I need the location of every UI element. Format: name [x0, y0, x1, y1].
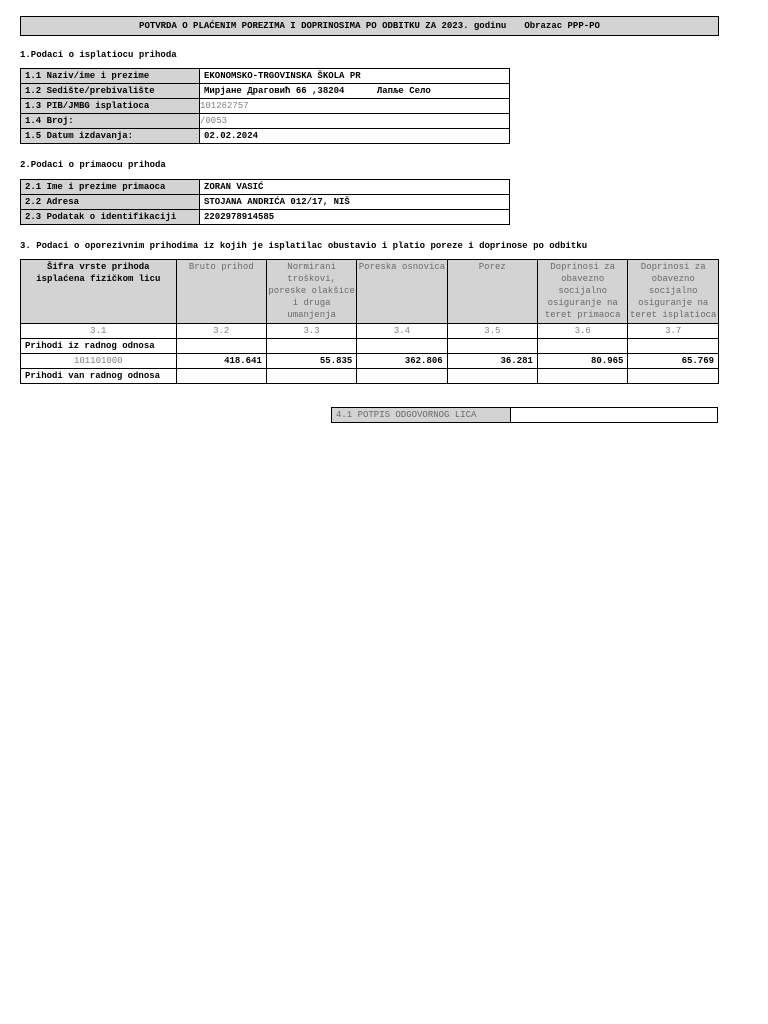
recipient-row — [21, 180, 510, 195]
payer-row — [21, 99, 510, 114]
group-row-employment — [21, 339, 719, 354]
payer-section-title: 1.Podaci o isplatiocu prihoda — [20, 50, 177, 60]
index-row — [21, 324, 719, 339]
income-header-row — [21, 260, 719, 324]
recipient-section-title: 2.Podaci o primaocu prihoda — [20, 160, 166, 170]
empty-cell — [447, 339, 537, 354]
group-label-non-employment: Prihodi van radnog odnosa — [21, 369, 177, 384]
index-cell: 3.2 — [176, 324, 266, 339]
payer-address-value: Мирјане Драговић 66 ,38204 Лапље Село — [200, 84, 510, 99]
empty-cell — [266, 369, 356, 384]
header-standard-costs: Normirani troškovi, poreske olakšice i druga umanjenja — [266, 260, 356, 324]
payer-address-label: 1.2 Sedište/prebivalište — [21, 84, 200, 99]
payer-row — [21, 129, 510, 144]
form-code: Obrazac PPP-PO — [524, 21, 600, 31]
header-contrib-recipient: Doprinosi za obavezno socijalno osiguranje na teret primaoca — [537, 260, 628, 324]
header-tax: Porez — [447, 260, 537, 324]
index-cell: 3.5 — [447, 324, 537, 339]
index-cell: 3.3 — [266, 324, 356, 339]
document-title-bar — [20, 16, 719, 36]
header-tax-base: Poreska osnovica — [357, 260, 447, 324]
payer-pib-label: 1.3 PIB/JMBG isplatioca — [21, 99, 200, 114]
gross-income-cell: 418.641 — [176, 354, 266, 369]
payer-name-label: 1.1 Naziv/ime i prezime — [21, 69, 200, 84]
index-cell: 3.6 — [537, 324, 628, 339]
income-table — [20, 259, 719, 384]
recipient-address-value: STOJANA ANDRIĆA 012/17, NIŠ — [200, 195, 510, 210]
recipient-row — [21, 195, 510, 210]
document-title: POTVRDA O PLAĆENIM POREZIMA I DOPRINOSIMA PO ODBITKU ZA 2023. godinu — [139, 21, 507, 31]
signature-row — [332, 408, 718, 423]
payer-pib-value: 101262757 — [200, 99, 510, 114]
issue-date-value: 02.02.2024 — [200, 129, 510, 144]
recipient-name-value: ZORAN VASIĆ — [200, 180, 510, 195]
index-cell: 3.1 — [21, 324, 177, 339]
payer-row — [21, 114, 510, 129]
index-cell: 3.4 — [357, 324, 447, 339]
group-label-employment: Prihodi iz radnog odnosa — [21, 339, 177, 354]
standard-costs-cell: 55.835 — [266, 354, 356, 369]
signature-field — [511, 408, 718, 423]
group-row-non-employment — [21, 369, 719, 384]
payer-table — [20, 68, 510, 144]
empty-cell — [628, 339, 719, 354]
empty-cell — [537, 339, 628, 354]
recipient-table — [20, 179, 510, 225]
payer-number-label: 1.4 Broj: — [21, 114, 200, 129]
index-cell: 3.7 — [628, 324, 719, 339]
recipient-id-label: 2.3 Podatak o identifikaciji — [21, 210, 200, 225]
issue-date-label: 1.5 Datum izdavanja: — [21, 129, 200, 144]
recipient-id-value: 2202978914585 — [200, 210, 510, 225]
header-gross-income: Bruto prihod — [176, 260, 266, 324]
tax-base-cell: 362.806 — [357, 354, 447, 369]
header-contrib-payer: Doprinosi za obavezno socijalno osiguranje na teret isplatioca — [628, 260, 719, 324]
empty-cell — [628, 369, 719, 384]
recipient-address-label: 2.2 Adresa — [21, 195, 200, 210]
payer-row — [21, 69, 510, 84]
recipient-name-label: 2.1 Ime i prezime primaoca — [21, 180, 200, 195]
tax-cell: 36.281 — [447, 354, 537, 369]
table-row — [21, 354, 719, 369]
empty-cell — [357, 339, 447, 354]
header-income-code: Šifra vrste prihoda isplaćena fizičkom licu — [21, 260, 177, 324]
empty-cell — [537, 369, 628, 384]
empty-cell — [447, 369, 537, 384]
recipient-row — [21, 210, 510, 225]
empty-cell — [176, 369, 266, 384]
payer-number-value: /0053 — [200, 114, 510, 129]
empty-cell — [357, 369, 447, 384]
contrib-payer-cell: 65.769 — [628, 354, 719, 369]
signature-label: 4.1 POTPIS ODGOVORNOG LICA — [332, 408, 511, 423]
income-code-cell: 101101000 — [21, 354, 177, 369]
payer-row — [21, 84, 510, 99]
contrib-recipient-cell: 80.965 — [537, 354, 628, 369]
income-section-title: 3. Podaci o oporezivnim prihodima iz kojih je isplatilac obustavio i platio poreze i doprinose po odbitku — [20, 241, 588, 251]
payer-name-value: EKONOMSKO-TRGOVINSKA ŠKOLA PR — [200, 69, 510, 84]
signature-table — [331, 407, 718, 423]
empty-cell — [176, 339, 266, 354]
empty-cell — [266, 339, 356, 354]
